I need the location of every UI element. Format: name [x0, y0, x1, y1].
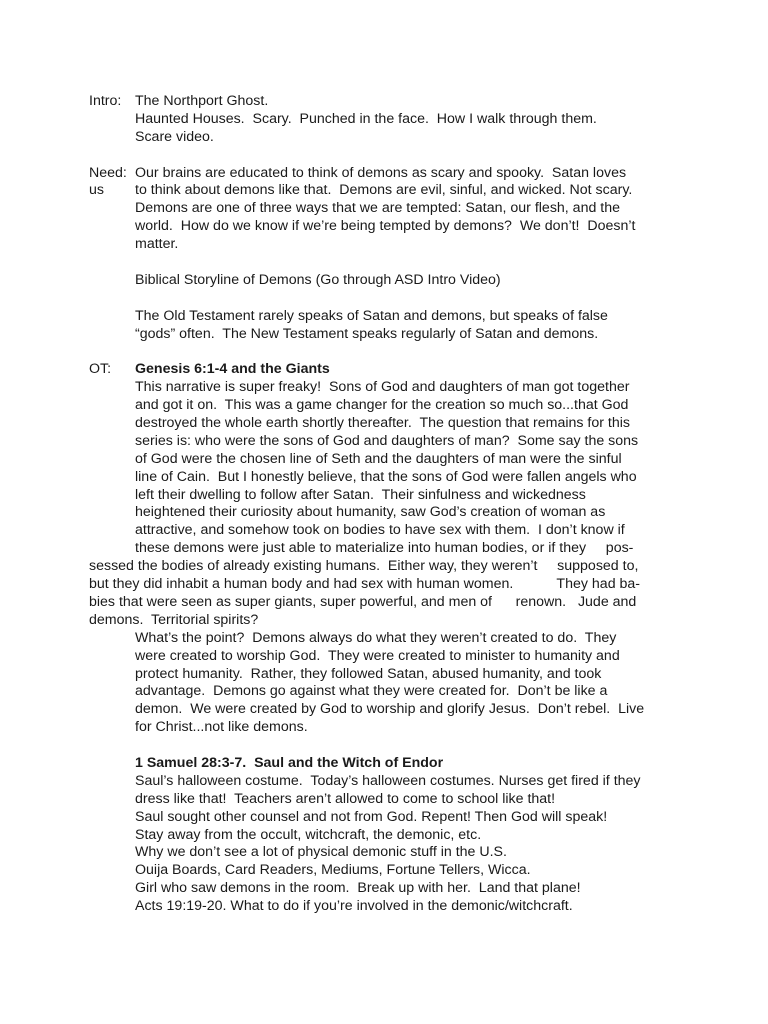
need-line: world. How do we know if we’re being tempted by demons? We don’t! Doesn’t: [135, 218, 636, 235]
need-section: [89, 165, 689, 344]
genesis-flow-line: bies that were seen as super giants, super powerful, and men of renown. Jude and: [89, 593, 637, 610]
ot-label: OT:: [89, 361, 112, 378]
point-line: demon. We were created by God to worship and glorify Jesus. Don’t rebel. Live: [135, 701, 645, 718]
genesis-line: destroyed the whole earth shortly thereafter. The question that remains for this: [135, 415, 630, 432]
samuel-line: Why we don’t see a lot of physical demonic stuff in the U.S.: [135, 844, 507, 861]
genesis-heading: Genesis 6:1-4 and the Giants: [135, 361, 330, 378]
genesis-flow-line: but they did inhabit a human body and had sex with human women. They had ba-: [89, 576, 641, 593]
testament-line: “gods” often. The New Testament speaks regularly of Satan and demons.: [135, 325, 599, 342]
point-line: advantage. Demons go against what they were created for. Don’t be like a: [135, 683, 608, 700]
intro-label: Intro:: [89, 93, 122, 109]
testament-line: The Old Testament rarely speaks of Satan and demons, but speaks of false: [135, 307, 608, 324]
samuel-line: Ouija Boards, Card Readers, Mediums, Fortune Tellers, Wicca.: [135, 862, 531, 879]
intro-section: [89, 93, 689, 147]
intro-line: The Northport Ghost.: [135, 93, 269, 109]
point-line: were created to worship God. They were created to minister to humanity and: [135, 647, 620, 664]
intro-line: Haunted Houses. Scary. Punched in the face. How I walk through them.: [135, 110, 597, 127]
need-line: Demons are one of three ways that we are tempted: Satan, our flesh, and the: [135, 200, 621, 217]
storyline-line: Biblical Storyline of Demons (Go through ASD Intro Video): [135, 271, 501, 288]
samuel-line: Saul sought other counsel and not from God. Repent! Then God will speak!: [135, 808, 608, 825]
samuel-line: Saul’s halloween costume. Today’s halloween costumes. Nurses get fired if they: [135, 772, 641, 789]
genesis-line: left their dwelling to follow after Satan. Their sinfulness and wickedness: [135, 486, 586, 503]
point-line: protect humanity. Rather, they followed Satan, abused humanity, and took: [135, 665, 602, 682]
genesis-line: these demons were just able to materialize into human bodies, or if they pos-: [135, 540, 634, 557]
samuel-line: dress like that! Teachers aren’t allowed to come to school like that!: [135, 790, 556, 807]
samuel-heading: 1 Samuel 28:3-7. Saul and the Witch of Endor: [135, 754, 444, 771]
ot-section: [89, 361, 689, 916]
genesis-flow-line: demons. Territorial spirits?: [89, 611, 259, 628]
need-label: Need: us: [89, 164, 127, 199]
genesis-line: of God were the chosen line of Seth and the daughters of man were the sinful: [135, 450, 622, 467]
samuel-line: Stay away from the occult, witchcraft, the demonic, etc.: [135, 826, 482, 843]
point-line: for Christ...not like demons.: [135, 719, 308, 736]
genesis-line: line of Cain. But I honestly believe, that the sons of God were fallen angels who: [135, 468, 637, 485]
genesis-line: attractive, and somehow took on bodies to have sex with them. I don’t know if: [135, 522, 625, 539]
genesis-line: heightened their curiosity about humanity, saw God’s creation of woman as: [135, 504, 606, 521]
genesis-flow-line: sessed the bodies of already existing humans. Either way, they weren’t supposed to,: [89, 558, 639, 575]
genesis-line: This narrative is super freaky! Sons of God and daughters of man got together: [135, 379, 630, 396]
samuel-line: Girl who saw demons in the room. Break up with her. Land that plane!: [135, 880, 581, 897]
point-line: What’s the point? Demons always do what they weren’t created to do. They: [135, 629, 617, 646]
samuel-line: Acts 19:19-20. What to do if you’re involved in the demonic/witchcraft.: [135, 898, 573, 915]
need-line: matter.: [135, 236, 179, 253]
genesis-line: series is: who were the sons of God and daughters of man? Some say the sons: [135, 432, 639, 449]
genesis-line: and got it on. This was a game changer for the creation so much so...that God: [135, 397, 629, 414]
need-line: to think about demons like that. Demons are evil, sinful, and wicked. Not scary.: [135, 182, 633, 199]
need-line: Our brains are educated to think of demons as scary and spooky. Satan loves: [135, 164, 627, 181]
intro-line: Scare video.: [135, 128, 214, 145]
